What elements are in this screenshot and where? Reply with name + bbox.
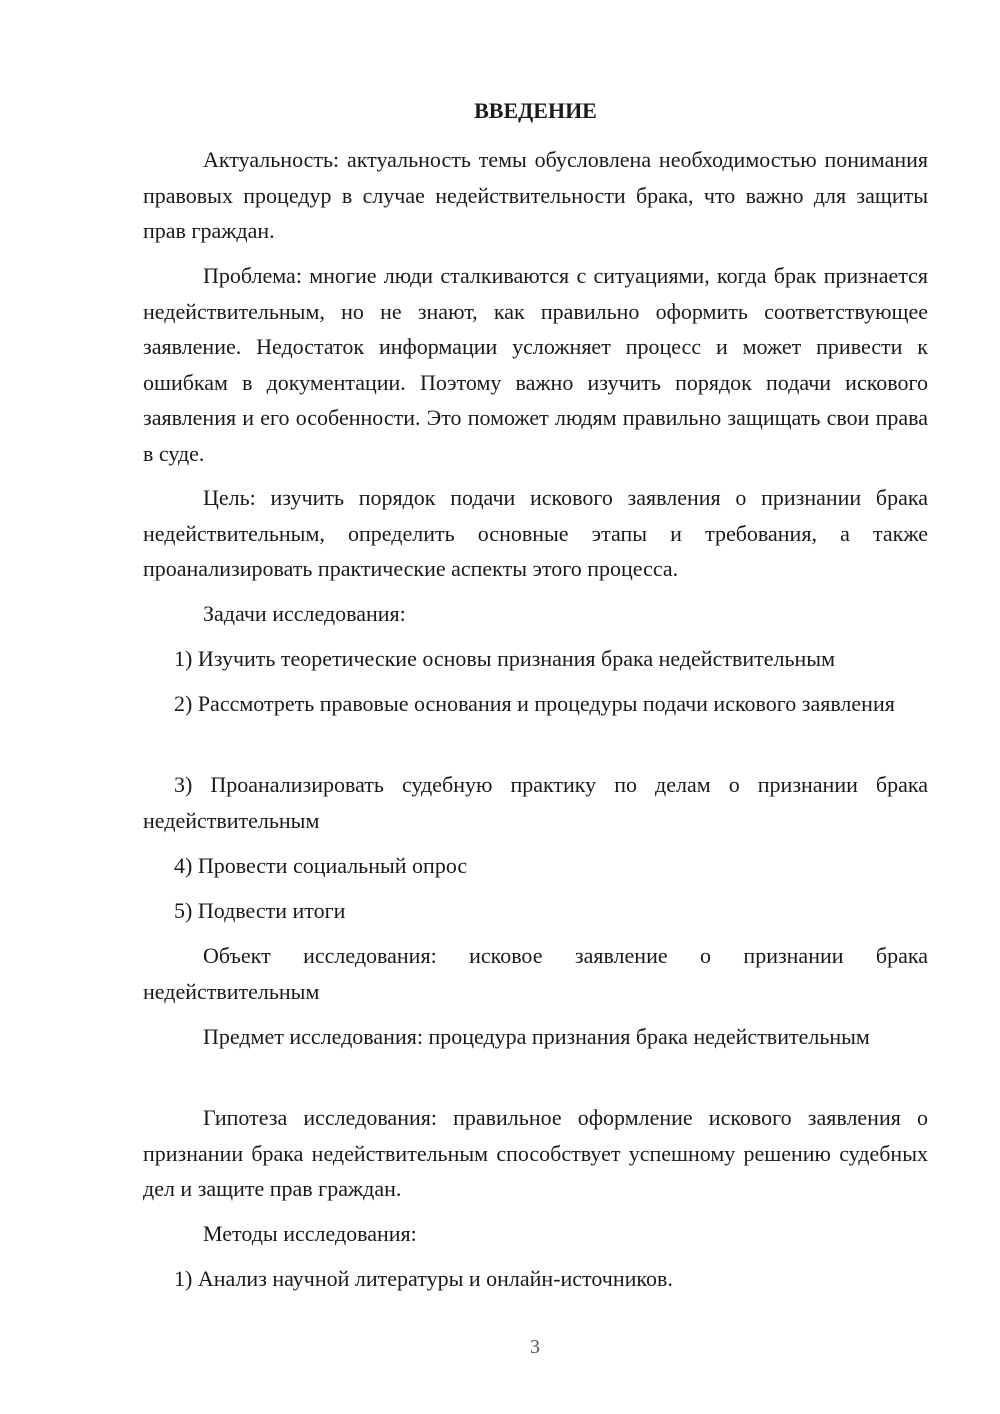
tasks-heading: Задачи исследования: bbox=[203, 601, 406, 626]
paragraph-object: Объект исследования: исковое заявление о признании брака недействительным bbox=[143, 943, 928, 1004]
section-title: ВВЕДЕНИЕ bbox=[474, 98, 597, 123]
paragraph-relevance: Актуальность: актуальность темы обусловлена необходимостью понимания правовых процедур в случае недействительности брака, что важно для защиты прав граждан. bbox=[143, 147, 928, 243]
task-item-3: 3) Проанализировать судебную практику по делам о признании брака недействительным bbox=[143, 772, 928, 833]
paragraph-goal: Цель: изучить порядок подачи искового заявления о признании брака недействительным, определить основные этапы и требования, а также проанализировать практические аспекты этого процесса. bbox=[143, 485, 928, 581]
paragraph-hypothesis: Гипотеза исследования: правильное оформление искового заявления о признании брака недействительным способствует успешному решению судебных дел и защите прав граждан. bbox=[143, 1105, 928, 1201]
paragraph-problem: Проблема: многие люди сталкиваются с ситуациями, когда брак признается недействительным, но не знают, как правильно оформить соответствующее заявление. Недостаток информации усложняет процесс и может привести к ошибкам в документации. Поэтому важно изучить порядок подачи искового заявления и его особенности. Это поможет людям правильно защищать свои права в суде. bbox=[143, 263, 928, 466]
methods-heading: Методы исследования: bbox=[203, 1221, 417, 1246]
method-item-1: 1) Анализ научной литературы и онлайн-источников. bbox=[174, 1266, 673, 1291]
task-item-5: 5) Подвести итоги bbox=[174, 898, 346, 923]
task-item-4: 4) Провести социальный опрос bbox=[174, 853, 468, 878]
page-number: 3 bbox=[530, 1336, 540, 1358]
task-item-1: 1) Изучить теоретические основы признания брака недействительным bbox=[174, 646, 835, 671]
task-item-2: 2) Рассмотреть правовые основания и процедуры подачи искового заявления bbox=[174, 691, 895, 716]
paragraph-subject: Предмет исследования: процедура признания брака недействительным bbox=[203, 1024, 870, 1049]
